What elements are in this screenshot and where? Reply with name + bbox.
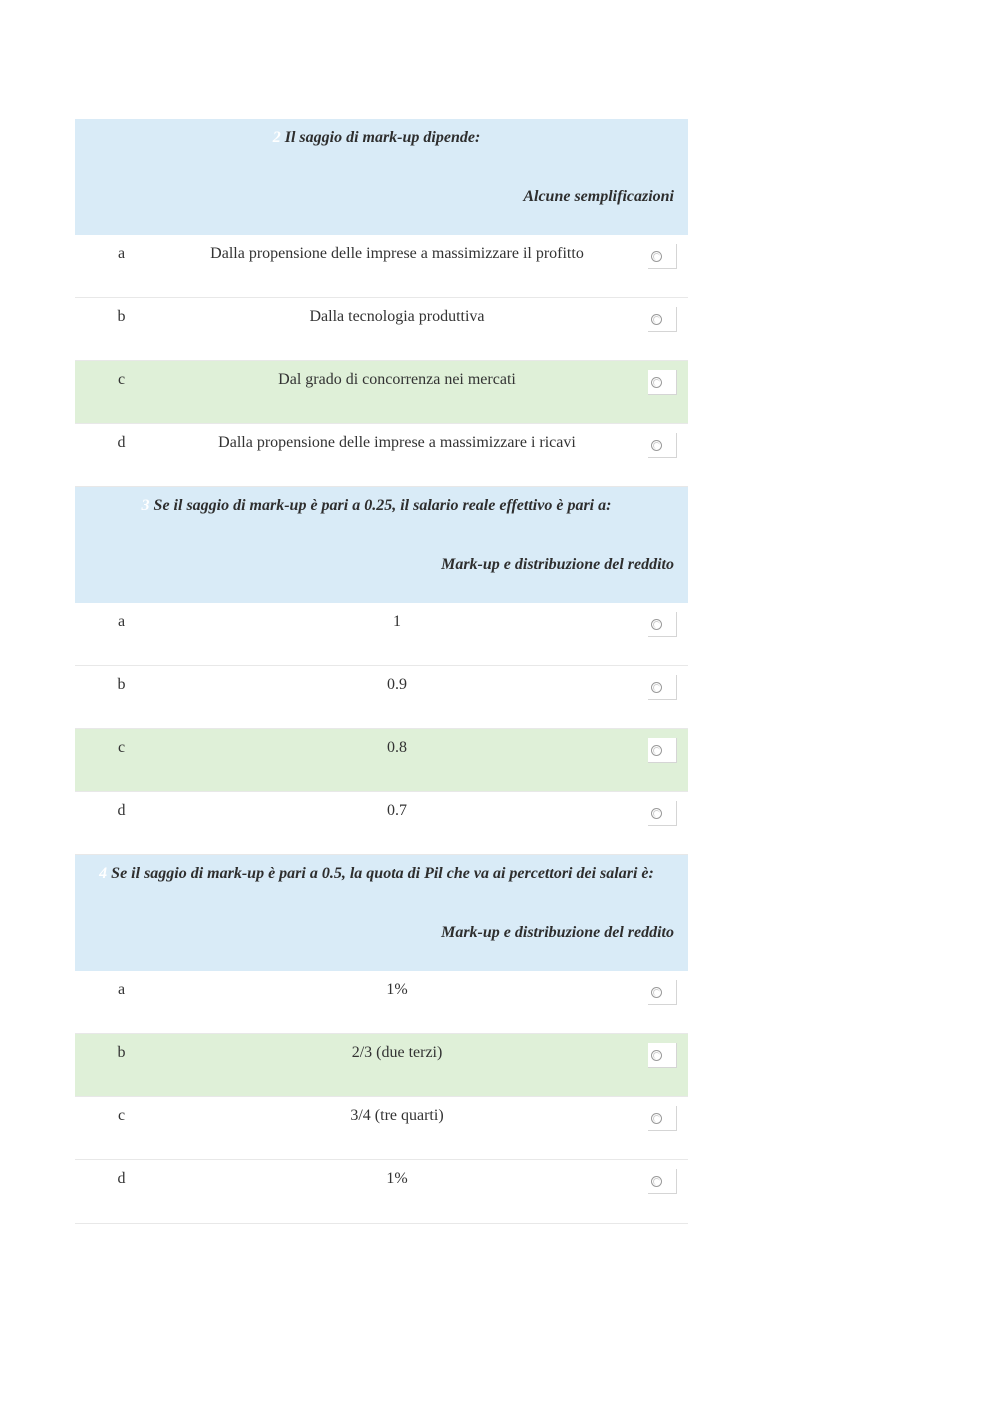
radio-button[interactable]: [651, 1050, 662, 1061]
answer-letter: a: [117, 613, 126, 630]
answer-radio-cell: [648, 307, 677, 332]
answer-row: [75, 666, 688, 729]
answer-row: [75, 603, 688, 666]
answer-text: 0.7: [387, 802, 407, 819]
radio-button[interactable]: [651, 1113, 662, 1124]
answer-text: 0.8: [387, 739, 407, 756]
answer-text: 1%: [386, 981, 408, 998]
question-number: 4: [99, 865, 108, 882]
radio-button[interactable]: [651, 377, 662, 388]
answer-text: 1: [393, 613, 401, 630]
question-title: [75, 129, 678, 147]
answer-text: 1%: [386, 1170, 408, 1187]
answer-text: Dalla tecnologia produttiva: [309, 308, 485, 325]
answer-row: [75, 235, 688, 298]
answer-text: 3/4 (tre quarti): [350, 1107, 444, 1124]
answer-row-correct: [75, 1034, 688, 1097]
answer-letter: c: [117, 1107, 126, 1124]
answer-text: Dalla propensione delle imprese a massimizzare il profitto: [210, 245, 584, 262]
question-header: [75, 119, 688, 235]
answer-letter: b: [117, 676, 126, 693]
answer-radio-cell: [648, 612, 677, 637]
answer-letter: d: [117, 434, 126, 451]
answer-radio-cell: [648, 1043, 677, 1068]
answer-radio-cell: [648, 1106, 677, 1131]
answer-radio-cell: [648, 244, 677, 269]
answer-radio-cell: [648, 370, 677, 395]
question-title: [75, 865, 678, 883]
question-text: Il saggio di mark-up dipende:: [284, 129, 481, 146]
answer-radio-cell: [648, 980, 677, 1005]
question-number: 2: [272, 129, 281, 146]
question-text: Se il saggio di mark-up è pari a 0.25, il salario reale effettivo è pari a:: [153, 497, 612, 514]
radio-button[interactable]: [651, 987, 662, 998]
question-header: [75, 487, 688, 603]
answer-letter: d: [117, 1170, 126, 1187]
question-number: 3: [141, 497, 150, 514]
question-topic: Mark-up e distribuzione del reddito: [441, 924, 674, 941]
answer-row-correct: [75, 729, 688, 792]
answer-row: [75, 1160, 688, 1224]
radio-button[interactable]: [651, 440, 662, 451]
radio-button[interactable]: [651, 251, 662, 262]
radio-button[interactable]: [651, 619, 662, 630]
question-title: [75, 497, 678, 515]
answer-text: 0.9: [387, 676, 407, 693]
radio-button[interactable]: [651, 682, 662, 693]
answer-text: Dalla propensione delle imprese a massimizzare i ricavi: [218, 434, 576, 451]
answer-letter: a: [117, 245, 126, 262]
answer-row-correct: [75, 361, 688, 424]
radio-button[interactable]: [651, 1176, 662, 1187]
answer-radio-cell: [648, 801, 677, 826]
radio-button[interactable]: [651, 745, 662, 756]
question-text: Se il saggio di mark-up è pari a 0.5, la quota di Pil che va ai percettori dei salari è:: [111, 865, 654, 882]
answer-row: [75, 971, 688, 1034]
question-topic: Mark-up e distribuzione del reddito: [441, 556, 674, 573]
answer-letter: c: [117, 371, 126, 388]
quiz-container: [75, 119, 688, 1224]
answer-row: [75, 424, 688, 487]
answer-letter: d: [117, 802, 126, 819]
answer-text: Dal grado di concorrenza nei mercati: [278, 371, 516, 388]
answer-letter: b: [117, 308, 126, 325]
answer-letter: a: [117, 981, 126, 998]
answer-radio-cell: [648, 433, 677, 458]
radio-button[interactable]: [651, 314, 662, 325]
answer-text: 2/3 (due terzi): [351, 1044, 443, 1061]
answer-row: [75, 298, 688, 361]
answer-row: [75, 1097, 688, 1160]
question-header: [75, 855, 688, 971]
question-topic: Alcune semplificazioni: [523, 188, 674, 205]
answer-letter: b: [117, 1044, 126, 1061]
answer-radio-cell: [648, 738, 677, 763]
answer-radio-cell: [648, 1169, 677, 1194]
radio-button[interactable]: [651, 808, 662, 819]
answer-radio-cell: [648, 675, 677, 700]
answer-letter: c: [117, 739, 126, 756]
answer-row: [75, 792, 688, 855]
